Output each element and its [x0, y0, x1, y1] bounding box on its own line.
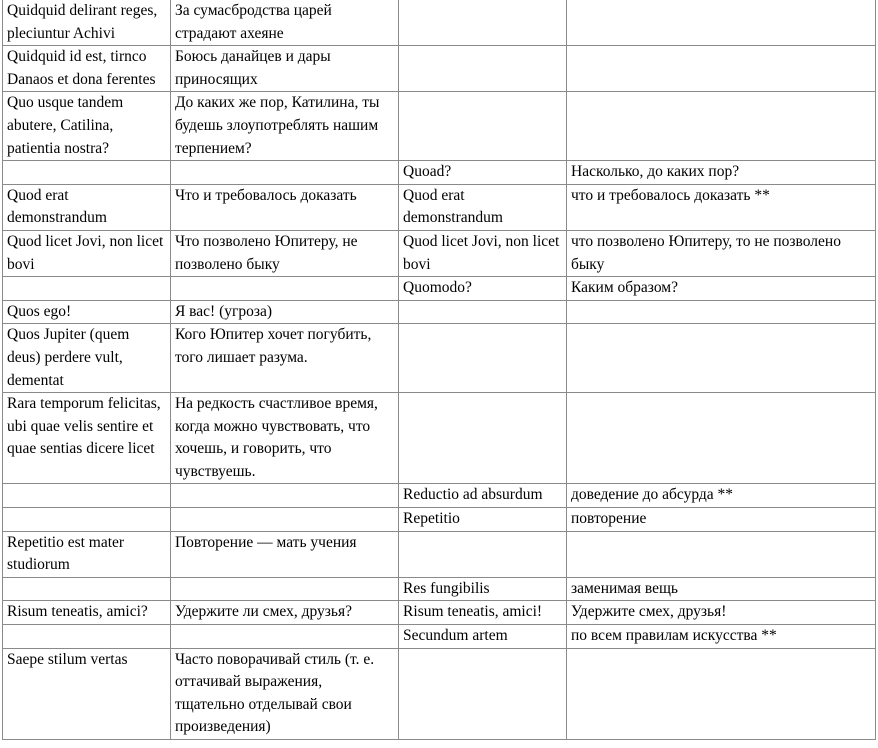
translation-cell: До каких же пор, Катилина, ты будешь злоупотреблять нашим терпением?	[170, 92, 398, 161]
term-translation-cell: Каким образом?	[567, 277, 876, 301]
translation-cell: Боюсь данайцев и дары приносящих	[170, 46, 398, 92]
phrase-table-body	[3, 0, 876, 740]
table-row	[3, 484, 876, 508]
translation-cell: Повторение — мать учения	[170, 531, 398, 577]
translation-cell: Я вас! (угроза)	[170, 300, 398, 324]
table-row	[3, 161, 876, 185]
table-row	[3, 0, 876, 46]
latin-phrase-cell: Quidquid delirant reges, pleciuntur Achivi	[3, 0, 171, 46]
term-translation-cell	[567, 648, 876, 739]
latin-term-cell	[399, 648, 567, 739]
table-row	[3, 277, 876, 301]
latin-term-cell	[399, 92, 567, 161]
term-translation-cell: заменимая вещь	[567, 577, 876, 601]
latin-term-cell	[399, 300, 567, 324]
translation-cell	[170, 625, 398, 649]
table-row	[3, 184, 876, 230]
latin-phrase-cell	[3, 577, 171, 601]
term-translation-cell	[567, 531, 876, 577]
latin-phrase-cell: Quos ego!	[3, 300, 171, 324]
term-translation-cell	[567, 92, 876, 161]
translation-cell: Кого Юпитер хочет погубить, того лишает разума.	[170, 324, 398, 393]
translation-cell: Удержите ли смех, друзья?	[170, 601, 398, 625]
latin-phrase-cell: Quod erat demonstrandum	[3, 184, 171, 230]
latin-term-cell	[399, 324, 567, 393]
latin-phrase-cell: Repetitio est mater studiorum	[3, 531, 171, 577]
term-translation-cell	[567, 46, 876, 92]
term-translation-cell: по всем правилам искусства **	[567, 625, 876, 649]
latin-term-cell	[399, 46, 567, 92]
table-row	[3, 625, 876, 649]
latin-phrase-cell	[3, 625, 171, 649]
translation-cell: На редкость счастливое время, когда можно чувствовать, что хочешь, и говорить, что чувствуешь.	[170, 393, 398, 484]
latin-phrase-cell	[3, 508, 171, 532]
latin-term-cell	[399, 0, 567, 46]
term-translation-cell: Насколько, до каких пор?	[567, 161, 876, 185]
table-row	[3, 393, 876, 484]
translation-cell: Часто поворачивай стиль (т. е. оттачивай выражения, тщательно отделывай свои произведения)	[170, 648, 398, 739]
translation-cell	[170, 577, 398, 601]
latin-term-cell: Repetitio	[399, 508, 567, 532]
latin-term-cell: Reductio ad absurdum	[399, 484, 567, 508]
translation-cell: Что позволено Юпитеру, не позволено быку	[170, 230, 398, 276]
term-translation-cell: что позволено Юпитеру, то не позволено быку	[567, 230, 876, 276]
phrase-table	[2, 0, 876, 740]
latin-phrase-cell: Risum teneatis, amici?	[3, 601, 171, 625]
translation-cell	[170, 508, 398, 532]
term-translation-cell	[567, 300, 876, 324]
latin-phrase-cell: Quos Jupiter (quem deus) perdere vult, dementat	[3, 324, 171, 393]
latin-term-cell	[399, 531, 567, 577]
latin-phrase-cell	[3, 161, 171, 185]
translation-cell	[170, 277, 398, 301]
table-row	[3, 601, 876, 625]
translation-cell: За сумасбродства царей страдают ахеяне	[170, 0, 398, 46]
table-row	[3, 46, 876, 92]
latin-phrase-cell: Rara temporum felicitas, ubi quae velis sentire et quae sentias dicere licet	[3, 393, 171, 484]
latin-term-cell: Quoad?	[399, 161, 567, 185]
term-translation-cell	[567, 0, 876, 46]
table-row	[3, 531, 876, 577]
latin-phrase-cell	[3, 484, 171, 508]
latin-phrase-cell: Quod licet Jovi, non licet bovi	[3, 230, 171, 276]
translation-cell	[170, 161, 398, 185]
table-row	[3, 300, 876, 324]
term-translation-cell: повторение	[567, 508, 876, 532]
latin-term-cell: Quomodo?	[399, 277, 567, 301]
term-translation-cell: доведение до абсурда **	[567, 484, 876, 508]
table-row	[3, 577, 876, 601]
table-row	[3, 508, 876, 532]
latin-phrase-cell: Quo usque tandem abutere, Catilina, patientia nostra?	[3, 92, 171, 161]
table-row	[3, 648, 876, 739]
latin-term-cell: Res fungibilis	[399, 577, 567, 601]
term-translation-cell: что и требовалось доказать **	[567, 184, 876, 230]
latin-term-cell: Quod licet Jovi, non licet bovi	[399, 230, 567, 276]
translation-cell: Что и требовалось доказать	[170, 184, 398, 230]
table-row	[3, 230, 876, 276]
term-translation-cell: Удержите смех, друзья!	[567, 601, 876, 625]
term-translation-cell	[567, 324, 876, 393]
table-row	[3, 92, 876, 161]
latin-term-cell: Secundum artem	[399, 625, 567, 649]
latin-term-cell: Risum teneatis, amici!	[399, 601, 567, 625]
latin-phrase-cell	[3, 277, 171, 301]
table-row	[3, 324, 876, 393]
latin-term-cell	[399, 393, 567, 484]
latin-phrase-cell: Saepe stilum vertas	[3, 648, 171, 739]
term-translation-cell	[567, 393, 876, 484]
translation-cell	[170, 484, 398, 508]
latin-term-cell: Quod erat demonstrandum	[399, 184, 567, 230]
latin-phrase-cell: Quidquid id est, tirnco Danaos et dona ferentes	[3, 46, 171, 92]
